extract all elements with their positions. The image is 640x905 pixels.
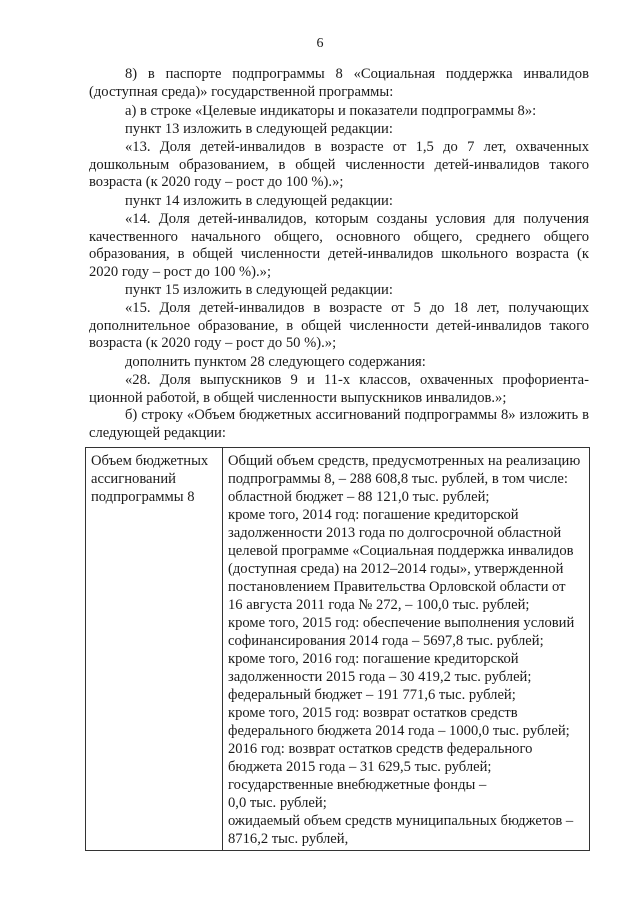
budget-label-cell bbox=[86, 448, 223, 851]
budget-line: постановлением Правительства Орловской области от bbox=[228, 579, 566, 595]
paragraph-point-14-intro: пункт 14 изложить в следующей редакции: bbox=[125, 193, 393, 209]
paragraph-point-15: «15. Доля детей-инвалидов в возрасте от 5 до 18 лет, получающих дополнительное образование, в общей численности детей-инвалидов такого возраста (к 2020 году – рост до 50 %).»; bbox=[89, 300, 589, 352]
budget-line: 16 августа 2011 года № 272, – 100,0 тыс. рублей; bbox=[228, 597, 530, 613]
budget-table bbox=[85, 447, 590, 851]
paragraph-point-14: «14. Доля детей-инвалидов, которым созданы условия для получения качественного начального общего, основного общего, среднего общего образования, в общей численности детей-инвалидов школьного возраста (к 2020 году – рост до 100 %).»; bbox=[89, 211, 589, 280]
budget-line: софинансирования 2014 года – 5697,8 тыс. рублей; bbox=[228, 633, 544, 649]
paragraph-point-13-intro: пункт 13 изложить в следующей редакции: bbox=[125, 121, 393, 137]
budget-line: федеральный бюджет – 191 771,6 тыс. рублей; bbox=[228, 687, 516, 703]
budget-line: 0,0 тыс. рублей; bbox=[228, 795, 327, 811]
budget-line: задолженности 2013 года по долгосрочной областной bbox=[228, 525, 562, 541]
budget-line: федерального бюджета 2014 года – 1000,0 тыс. рублей; bbox=[228, 723, 570, 739]
budget-line: 8716,2 тыс. рублей, bbox=[228, 831, 349, 847]
page-number: 6 bbox=[316, 36, 324, 51]
budget-line: задолженности 2015 года – 30 419,2 тыс. рублей; bbox=[228, 669, 532, 685]
budget-line: целевой программе «Социальная поддержка инвалидов bbox=[228, 543, 574, 559]
budget-line: кроме того, 2015 год: обеспечение выполнения условий bbox=[228, 615, 575, 631]
paragraph-point-28: «28. Доля выпускников 9 и 11-х классов, охваченных профориента-ционной работой, в общей численности выпускников инвалидов.»; bbox=[89, 372, 589, 406]
budget-line: кроме того, 2014 год: погашение кредиторской bbox=[228, 507, 519, 523]
paragraph-point-13: «13. Доля детей-инвалидов в возрасте от 1,5 до 7 лет, охваченных дошкольным образованием, в общей численности детей-инвалидов такого возраста (к 2020 году – рост до 100 %).»; bbox=[89, 139, 589, 191]
budget-line: областной бюджет – 88 121,0 тыс. рублей; bbox=[228, 489, 490, 505]
paragraph-point-28-intro: дополнить пунктом 28 следующего содержания: bbox=[125, 354, 426, 370]
paragraph-point-15-intro: пункт 15 изложить в следующей редакции: bbox=[125, 282, 393, 298]
budget-line: кроме того, 2015 год: возврат остатков средств bbox=[228, 705, 518, 721]
budget-line: государственные внебюджетные фонды – bbox=[228, 777, 487, 793]
budget-line: 2016 год: возврат остатков средств федерального bbox=[228, 741, 533, 757]
budget-label: Объем бюджетных ассигнований подпрограммы 8 bbox=[91, 453, 209, 505]
budget-line: кроме того, 2016 год: погашение кредиторской bbox=[228, 651, 519, 667]
budget-value-cell bbox=[223, 448, 590, 851]
budget-line: бюджета 2015 года – 31 629,5 тыс. рублей; bbox=[228, 759, 492, 775]
budget-line: (доступная среда) на 2012–2014 годы», утвержденной bbox=[228, 561, 564, 577]
budget-line: ожидаемый объем средств муниципальных бюджетов – bbox=[228, 813, 574, 829]
budget-line: Общий объем средств, предусмотренных на реализацию bbox=[228, 453, 581, 469]
budget-table-row bbox=[86, 448, 590, 851]
paragraph-item-8: 8) в паспорте подпрограммы 8 «Социальная поддержка инвалидов (доступная среда)» государственной программы: bbox=[89, 66, 589, 100]
budget-line: подпрограммы 8, – 288 608,8 тыс. рублей, в том числе: bbox=[228, 471, 568, 487]
paragraph-subitem-a: а) в строке «Целевые индикаторы и показатели подпрограммы 8»: bbox=[125, 103, 537, 119]
paragraph-subitem-b: б) строку «Объем бюджетных ассигнований подпрограммы 8» изложить в следующей редакции: bbox=[89, 407, 589, 441]
